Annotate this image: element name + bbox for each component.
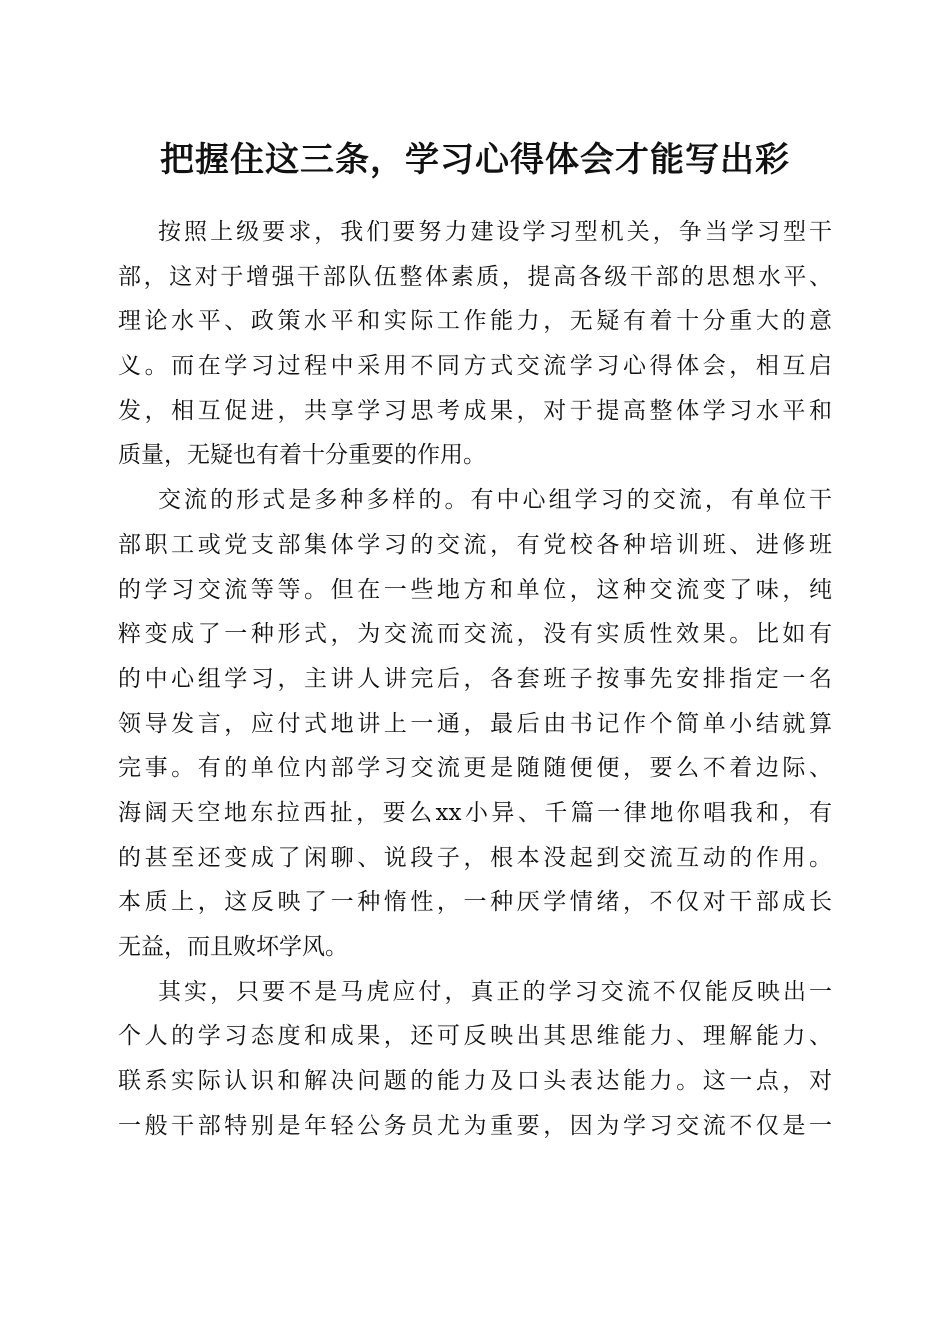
document-body: [118, 210, 832, 1148]
text-line: 无益，而且败坏学风。: [118, 934, 348, 960]
text-line: 的中心组学习，主讲人讲完后，各套班子按事先安排指定一名: [118, 665, 832, 692]
text-line: 本质上，这反映了一种惰性，一种厌学情绪，不仅对干部成长: [118, 889, 832, 916]
document-title: 把握住这三条，学习心得体会才能写出彩: [160, 140, 790, 180]
text-line: 领导发言，应付式地讲上一通，最后由书记作个简单小结就算: [118, 710, 832, 737]
text-line: 其实，只要不是马虎应付，真正的学习交流不仅能反映出一: [158, 978, 832, 1005]
text-line: 义。而在学习过程中采用不同方式交流学习心得体会，相互启: [118, 353, 832, 380]
text-line: 的学习交流等等。但在一些地方和单位，这种交流变了味，纯: [118, 576, 832, 603]
paragraph-3: [118, 970, 832, 1149]
text-line: 个人的学习态度和成果，还可反映出其思维能力、理解能力、: [118, 1023, 832, 1050]
text-line: 质量，无疑也有着十分重要的作用。: [118, 442, 486, 469]
text-line: 交流的形式是多种多样的。有中心组学习的交流，有单位干: [158, 487, 832, 514]
paragraph-1: [118, 210, 832, 478]
text-line: 海阔天空地东拉西扯，要么xx小异、千篇一律地你唱我和，有: [118, 799, 832, 826]
text-line: 理论水平、政策水平和实际工作能力，无疑有着十分重大的意: [118, 308, 832, 335]
text-line: 发，相互促进，共享学习思考成果，对于提高整体学习水平和: [118, 397, 832, 424]
text-line: 一般干部特别是年轻公务员尤为重要，因为学习交流不仅是一: [118, 1112, 832, 1139]
text-line: 联系实际认识和解决问题的能力及口头表达能力。这一点，对: [118, 1068, 832, 1095]
paragraph-2: [118, 478, 832, 970]
text-line: 按照上级要求，我们要努力建设学习型机关，争当学习型干: [158, 219, 832, 245]
text-line: 部职工或党支部集体学习的交流，有党校各种培训班、进修班: [118, 531, 832, 558]
text-line: 完事。有的单位内部学习交流更是随随便便，要么不着边际、: [118, 755, 832, 782]
text-line: 的甚至还变成了闲聊、说段子，根本没起到交流互动的作用。: [118, 844, 832, 871]
text-line: 粹变成了一种形式，为交流而交流，没有实质性效果。比如有: [118, 621, 832, 648]
text-line: 部，这对于增强干部队伍整体素质，提高各级干部的思想水平、: [118, 263, 832, 290]
